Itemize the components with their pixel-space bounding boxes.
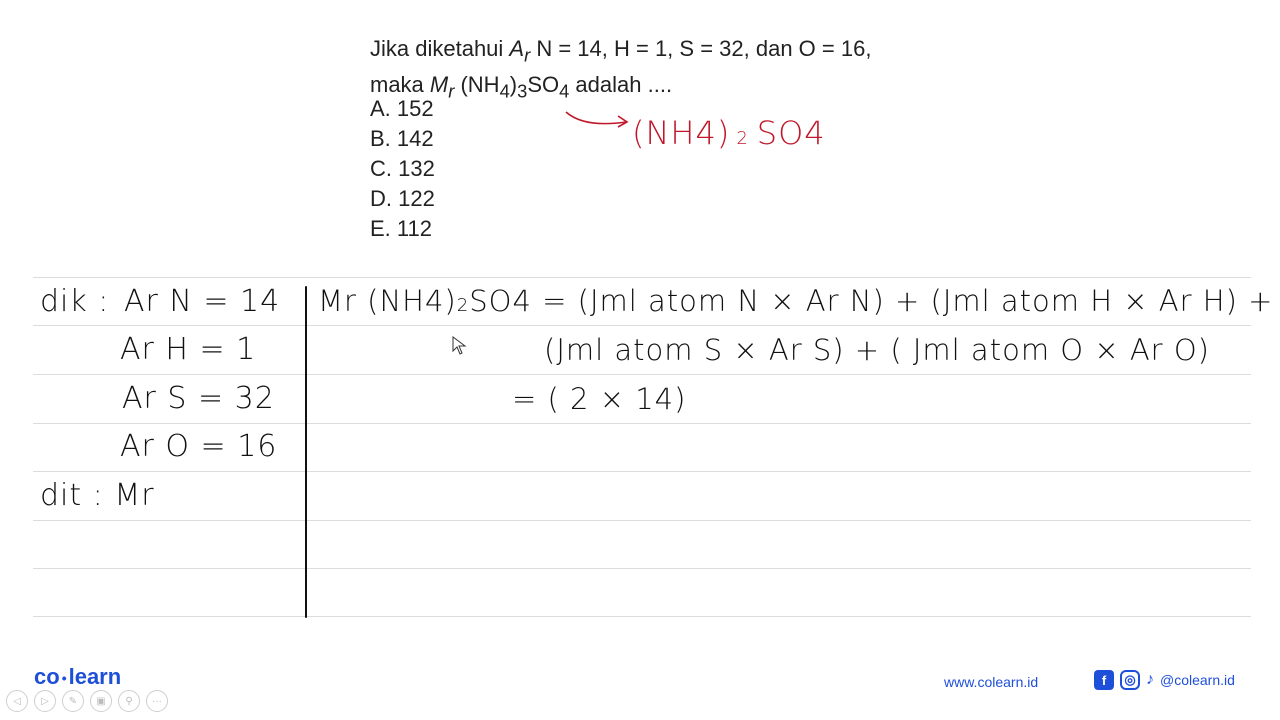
more-icon[interactable]: ··· (146, 690, 168, 712)
formula-subscript: 4 (499, 80, 510, 102)
question-text (370, 34, 871, 107)
work-line-1-b: SO4 = (Jml atom N × Ar N) + (Jml atom H × Ar H) + (469, 284, 1274, 318)
rewind-icon[interactable]: ◁ (6, 690, 28, 712)
annotation-formula (632, 114, 826, 152)
player-controls (6, 690, 168, 712)
social-handle[interactable]: @colearn.id (1160, 672, 1235, 688)
logo-dot-icon: • (61, 670, 67, 687)
known-o: Ar O = 16 (120, 429, 278, 464)
mouse-cursor-icon (452, 336, 468, 356)
formula-part: ) (509, 72, 518, 98)
edit-icon[interactable]: ✎ (62, 690, 84, 712)
ar-symbol: A (509, 36, 525, 61)
work-line-1 (318, 284, 1273, 318)
work-line-1-a: Mr (NH4) (318, 284, 457, 318)
mr-symbol: M (429, 72, 449, 98)
ar-subscript: r (524, 44, 531, 66)
known-h: Ar H = 1 (120, 332, 257, 367)
question-maka: maka (370, 72, 430, 98)
formula-subscript: 3 (517, 80, 528, 102)
play-icon[interactable]: ▷ (34, 690, 56, 712)
mr-subscript: r (448, 80, 455, 102)
question-tail: adalah .... (569, 72, 673, 98)
red-arrow-icon (564, 108, 634, 132)
colearn-logo (34, 664, 121, 690)
gallery-icon[interactable]: ▣ (90, 690, 112, 712)
formula-part: SO (527, 72, 560, 98)
website-link[interactable]: www.colearn.id (944, 674, 1039, 690)
option-b[interactable]: B. 142 (370, 126, 434, 151)
work-line-1-sub: 2 (456, 295, 470, 316)
formula-part: (NH (454, 72, 500, 98)
tiktok-icon[interactable]: ♪ (1146, 671, 1154, 688)
known-n: Ar N = 14 (124, 284, 281, 319)
question-line-1 (370, 34, 871, 70)
logo-left: co (34, 664, 60, 689)
social-links (1094, 670, 1235, 690)
formula-subscript: 4 (559, 80, 570, 102)
zoom-icon[interactable]: ⚲ (118, 690, 140, 712)
annotation-formula-tail: SO4 (756, 114, 826, 152)
annotation-formula-main: (NH4) (632, 114, 731, 152)
option-c[interactable]: C. 132 (370, 156, 435, 181)
ruled-line (33, 423, 1251, 424)
logo-right: learn (68, 664, 122, 689)
asked-label: dit : Mr (40, 478, 155, 513)
known-label: dik : (40, 284, 110, 319)
ruled-line (33, 616, 1251, 617)
ruled-line (33, 277, 1251, 278)
work-line-2: (Jml atom S × Ar S) + ( Jml atom O × Ar O) (544, 333, 1210, 367)
known-s: Ar S = 32 (122, 381, 275, 416)
annotation-formula-sub: 2 (736, 128, 749, 149)
column-divider (305, 286, 307, 618)
facebook-icon[interactable]: f (1094, 670, 1114, 690)
option-a[interactable]: A. 152 (370, 96, 434, 121)
instagram-icon[interactable]: ◎ (1120, 670, 1140, 690)
question-line-2 (370, 70, 871, 106)
work-line-3: = ( 2 × 14) (512, 382, 687, 416)
question-intro: Jika diketahui (370, 36, 510, 61)
ruled-line (33, 374, 1251, 375)
ruled-line (33, 471, 1251, 472)
ruled-line (33, 325, 1251, 326)
option-d[interactable]: D. 122 (370, 186, 435, 211)
answer-options (370, 94, 435, 244)
ruled-line (33, 568, 1251, 569)
option-e[interactable]: E. 112 (370, 216, 432, 241)
question-values: N = 14, H = 1, S = 32, dan O = 16, (530, 36, 872, 61)
ruled-line (33, 520, 1251, 521)
